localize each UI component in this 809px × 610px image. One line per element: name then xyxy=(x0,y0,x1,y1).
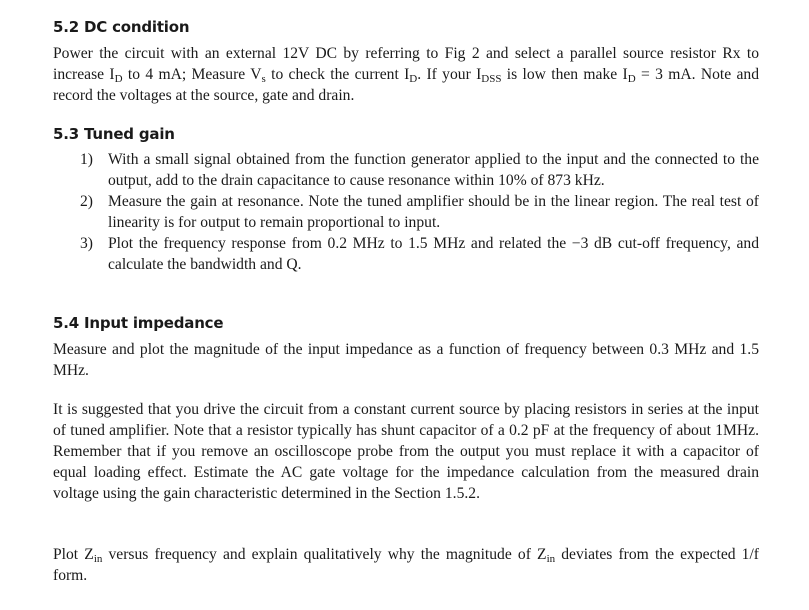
constant-current-paragraph: It is suggested that you drive the circuit from a constant current source by placing resistors in series at the input of tuned amplifier. Note that a resistor typically has shunt capacitor of a 0.2 pF at the frequency of about 1MHz. Remember that if you remove an oscilloscope probe from the output you must replace it with a capacitor of equal loading effect. Estimate the AC gate voltage for the impedance calculation from the measured drain voltage using the gain characteristic determined in the Section 1.5.2. xyxy=(53,401,759,502)
list-marker: 2) xyxy=(80,193,93,210)
list-item xyxy=(80,149,759,191)
list-marker: 3) xyxy=(80,235,93,252)
input-impedance-paragraph: Measure and plot the magnitude of the input impedance as a function of frequency between 0.3 MHz and 1.5 MHz. xyxy=(53,341,759,379)
section-heading-5-3: 5.3 Tuned gain xyxy=(53,125,175,143)
list-item-text: Measure the gain at resonance. Note the tuned amplifier should be in the linear region. The real test of linearity is for output to remain proportional to input. xyxy=(108,193,759,231)
tuned-gain-list xyxy=(80,149,759,275)
list-marker: 1) xyxy=(80,151,93,168)
list-item-text: Plot the frequency response from 0.2 MHz to 1.5 MHz and related the −3 dB cut-off frequency, and calculate the bandwidth and Q. xyxy=(108,235,759,273)
section-heading-5-4: 5.4 Input impedance xyxy=(53,314,224,332)
list-item-text: With a small signal obtained from the function generator applied to the input and the connected to the output, add to the drain capacitance to cause resonance within 10% of 873 kHz. xyxy=(108,151,759,189)
plot-zin-paragraph: Plot $Z_{in}$ versus frequency and explain qualitatively why the magnitude of $Z_{in}$ deviates from the expected 1/f form. xyxy=(53,546,760,584)
list-item xyxy=(80,233,759,275)
list-item xyxy=(80,191,759,233)
section-heading-5-2: 5.2 DC condition xyxy=(53,18,190,36)
dc-condition-paragraph: Power the circuit with an external 12V DC by referring to Fig 2 and select a parallel source resistor Rx to increase $I_D$ to 4 mA; Measure $V_s$ to check the current $I_D$. If your $I_{DSS}$ is low then make $I_D = 3$ mA. Note and record the voltages at the source, gate and drain. xyxy=(53,45,760,104)
